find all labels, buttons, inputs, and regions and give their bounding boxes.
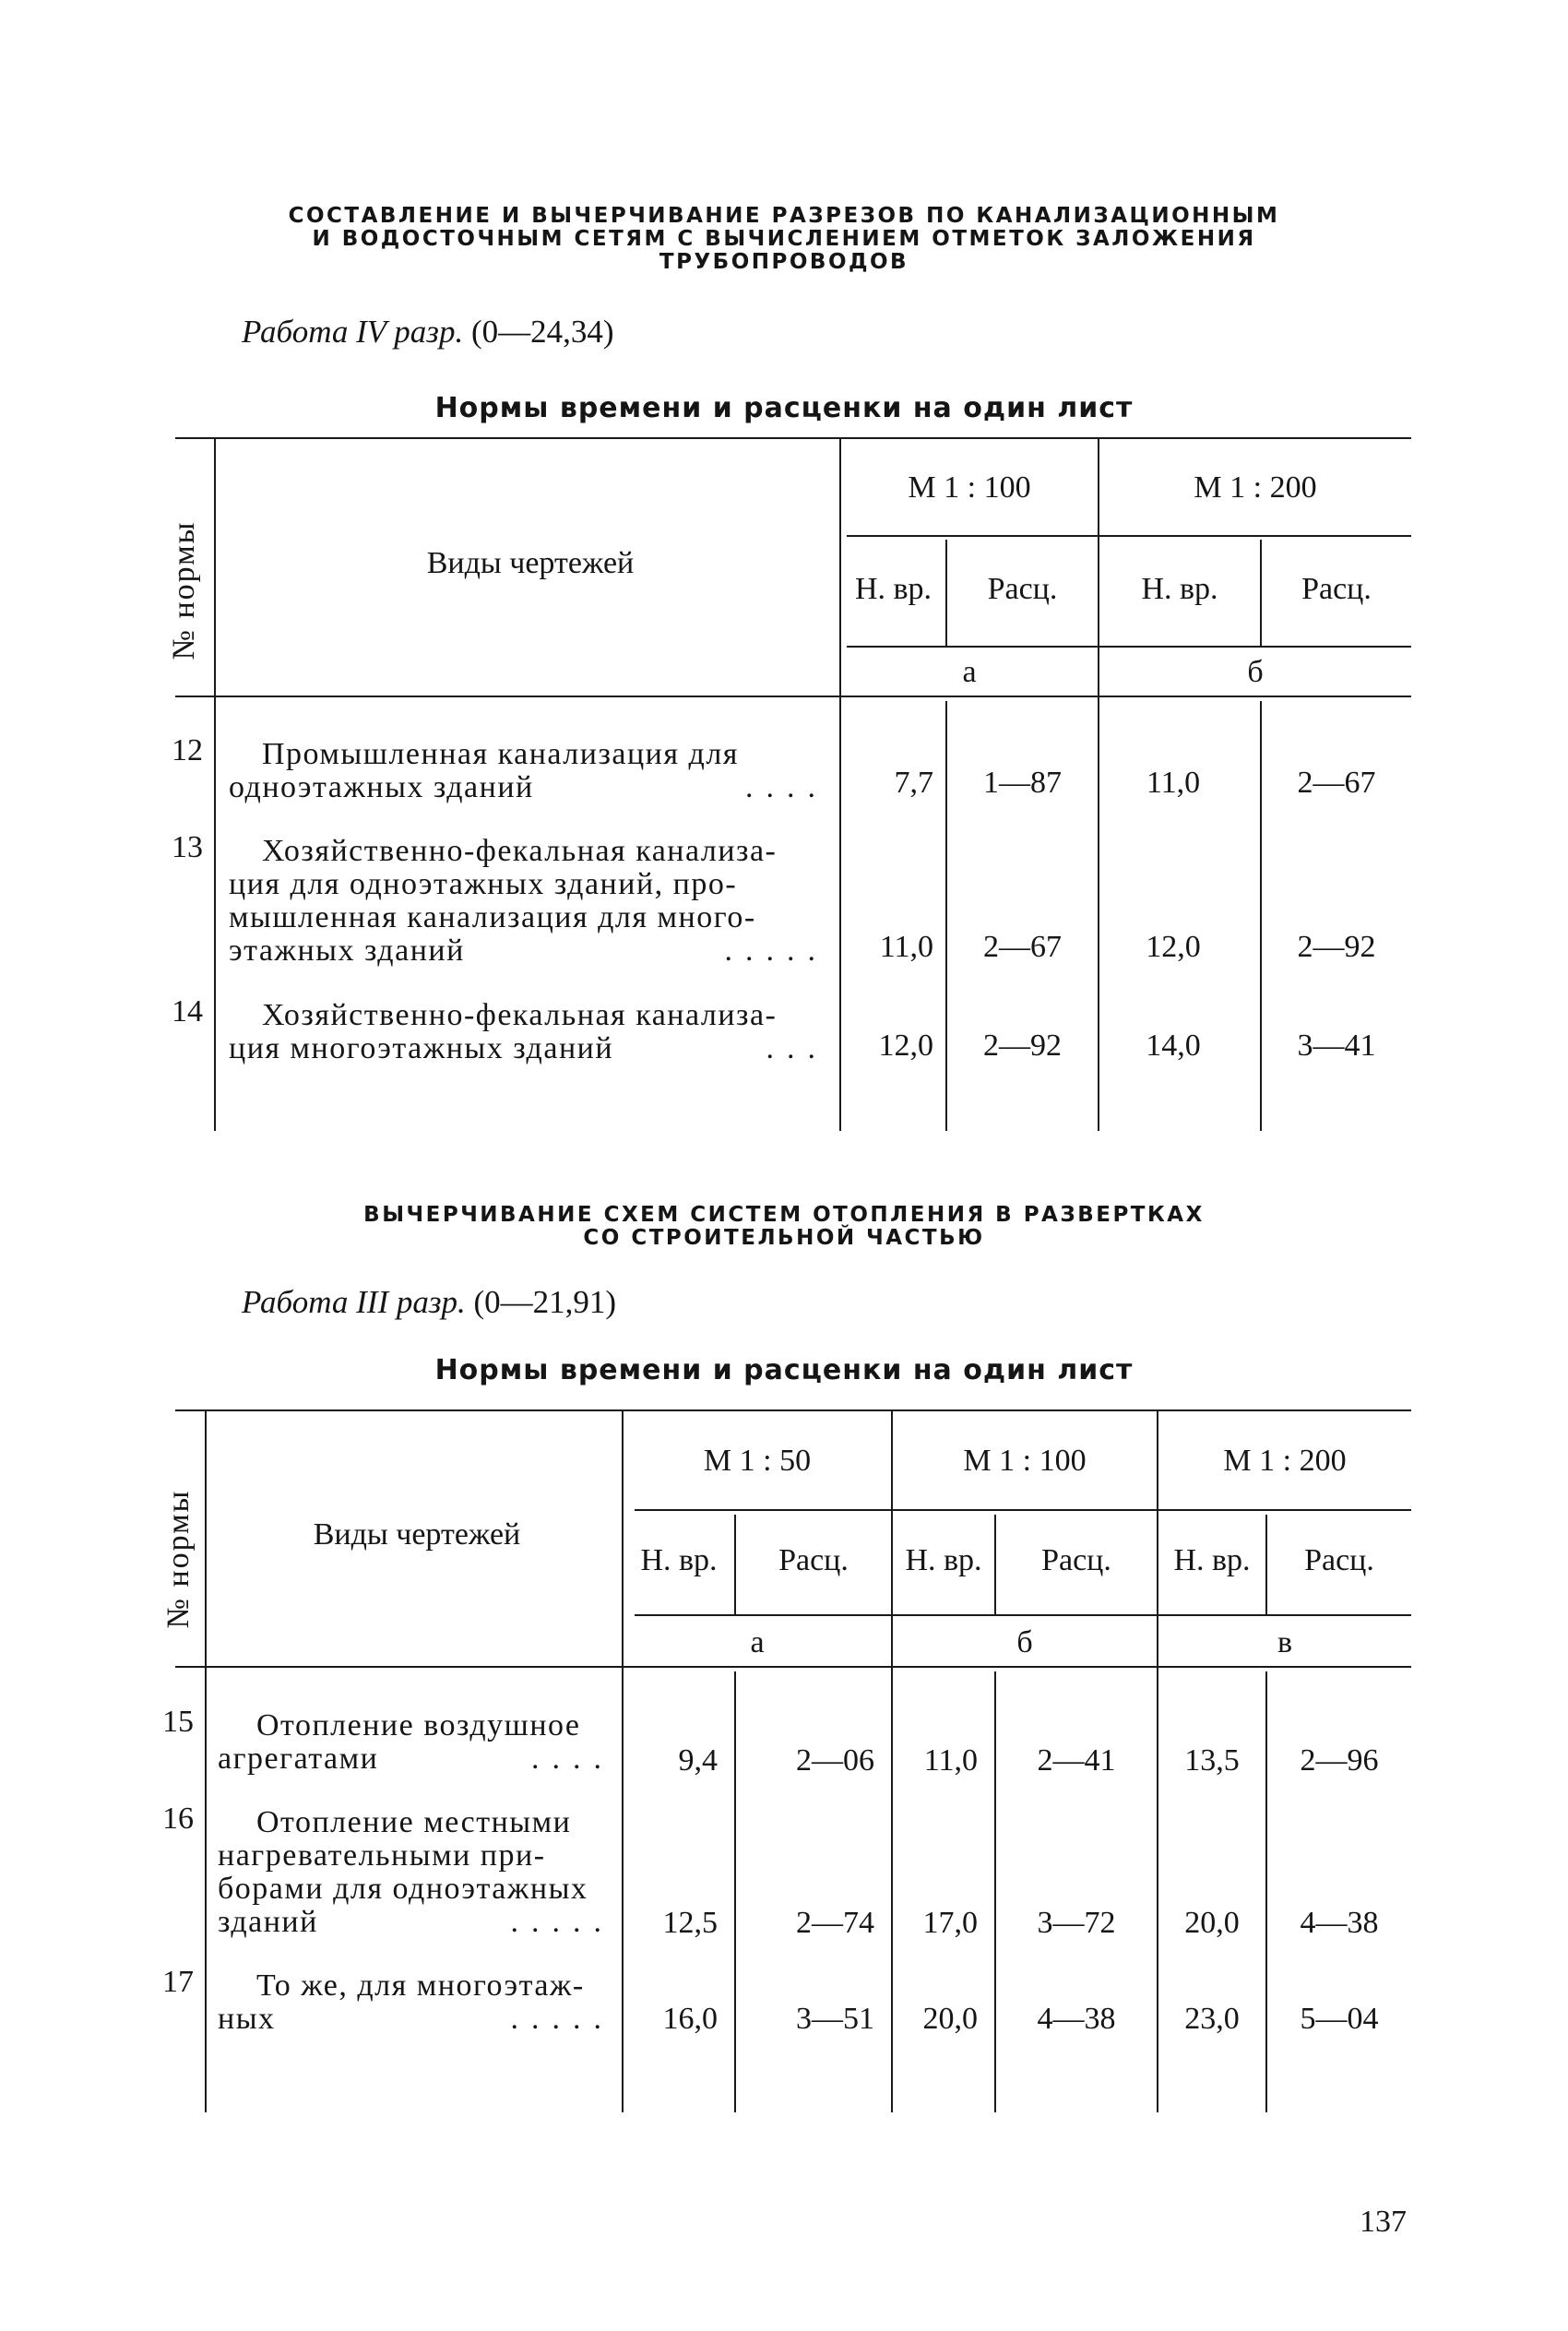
table2-row-text: агрегатами [218, 1742, 379, 1776]
table2-row-text: борами для одноэтажных [218, 1872, 588, 1906]
table2-col-letter: б [1016, 1625, 1033, 1659]
table2-scale-label: М 1 : 100 [963, 1444, 1087, 1478]
table1-row-description: Хозяйственно-фекальная канализа- ция многоэтажных зданий ... [229, 998, 828, 1065]
table1-hvr-header: Н. вр. [854, 572, 932, 606]
table2-norm-header: № нормы [161, 1489, 196, 1629]
table2-value: 3—72 [1037, 1906, 1116, 1940]
table2-value: 4—38 [1300, 1906, 1379, 1940]
section1-heading-line: И ВОДОСТОЧНЫМ СЕТЯМ С ВЫЧИСЛЕНИЕМ ОТМЕТОК ЗАЛОЖЕНИЯ [312, 227, 1256, 251]
table1-value: 1—87 [983, 766, 1062, 800]
table1-value: 3—41 [1297, 1029, 1376, 1063]
table1-row-number: 12 [172, 733, 203, 767]
table1-scale-rule [847, 535, 1411, 537]
table1-row-text: Хозяйственно-фекальная канализа- [262, 834, 778, 868]
table1-row-text: мышленная канализация для много- [229, 900, 756, 934]
table2-hvr-header: Н. вр. [905, 1543, 982, 1577]
table2-row-description: То же, для многоэтаж- ных ..... [218, 1968, 614, 2036]
table1-kind-header: Виды чертежей [426, 546, 635, 580]
table2-value: 13,5 [1184, 1743, 1240, 1778]
table2-kind-header: Виды чертежей [313, 1517, 521, 1552]
table1-hvr-header: Н. вр. [1141, 572, 1218, 606]
table2-value: 11,0 [923, 1743, 978, 1778]
table1-rasc-header: Расц. [1301, 572, 1372, 606]
table2-value: 12,5 [662, 1906, 718, 1940]
table1-row-text: ция для одноэтажных зданий, про- [229, 867, 738, 901]
table1-value: 7,7 [894, 766, 933, 800]
table1-norm-header: № нормы [167, 520, 201, 660]
table2-col-divider [994, 1671, 996, 2112]
table2-row-description: Отопление воздушное агрегатами .... [218, 1708, 614, 1776]
table2-value: 20,0 [1184, 1906, 1240, 1940]
table1-header-bottom-rule [175, 696, 1411, 697]
table2-value: 4—38 [1037, 2002, 1116, 2036]
table2-value: 3—51 [796, 2002, 874, 2036]
table2-scale-label: М 1 : 50 [703, 1444, 812, 1478]
table2-value: 2—74 [796, 1906, 874, 1940]
table2-value: 2—41 [1037, 1743, 1116, 1778]
section1-heading-line: ТРУБОПРОВОДОВ [659, 250, 909, 274]
table1-col-divider [214, 437, 216, 1131]
table2-scale-label: М 1 : 200 [1223, 1444, 1347, 1478]
table1-value: 11,0 [879, 930, 933, 964]
table1-scale-label: М 1 : 200 [1194, 470, 1317, 505]
table1-scale-label: М 1 : 100 [908, 470, 1031, 505]
table2-row-text: Отопление местными [256, 1805, 572, 1839]
section1-heading-line: СОСТАВЛЕНИЕ И ВЫЧЕРЧИВАНИЕ РАЗРЕЗОВ ПО КАНАЛИЗАЦИОННЫМ [288, 204, 1280, 228]
table1-value: 12,0 [1146, 930, 1201, 964]
table1-row-text: Хозяйственно-фекальная канализа- [262, 998, 778, 1032]
table1-value: 12,0 [878, 1029, 933, 1063]
table2-row-text: То же, для многоэтаж- [256, 1968, 585, 2003]
table2-row-text: ных [218, 2002, 276, 2036]
section2-heading-line: СО СТРОИТЕЛЬНОЙ ЧАСТЬЮ [583, 1226, 985, 1250]
table1-col-letter: а [962, 655, 977, 689]
table2-value: 16,0 [662, 2002, 718, 2036]
table2-row-number: 17 [162, 1965, 194, 1999]
table1-row-text: одноэтажных зданий [229, 770, 534, 804]
table2-rasc-header: Расц. [1041, 1543, 1111, 1577]
table1-row-description: Хозяйственно-фекальная канализа- ция для одноэтажных зданий, про- мышленная канализация для много- этажных зданий ..... [229, 834, 828, 968]
table2-header-bottom-rule [175, 1666, 1411, 1668]
table1-value: 11,0 [1146, 766, 1201, 800]
table2-hvr-header: Н. вр. [1173, 1543, 1251, 1577]
table2-value: 20,0 [922, 2002, 978, 2036]
table2-row-number: 15 [162, 1705, 194, 1739]
table1-value: 2—67 [983, 930, 1062, 964]
table2-rasc-header: Расц. [778, 1543, 849, 1577]
table2-value: 5—04 [1300, 2002, 1379, 2036]
table2-value: 2—06 [796, 1743, 874, 1778]
table2-row-number: 16 [162, 1802, 194, 1836]
table2-col-letter: а [750, 1625, 765, 1659]
table2-row-text: Отопление воздушное [256, 1708, 581, 1742]
table1-rasc-header: Расц. [987, 572, 1058, 606]
section1-table-caption: Нормы времени и расценки на один лист [434, 392, 1134, 424]
table2-scale-rule [635, 1509, 1411, 1511]
table2-value: 17,0 [922, 1906, 978, 1940]
table2-col-letter: в [1277, 1625, 1293, 1659]
table2-hvr-header: Н. вр. [640, 1543, 718, 1577]
table2-rasc-header: Расц. [1304, 1543, 1374, 1577]
table2-col-divider [1265, 1671, 1267, 2112]
table1-col-letter: б [1247, 655, 1264, 689]
table1-row-text: ция многоэтажных зданий [229, 1031, 614, 1065]
table2-letter-rule [635, 1614, 1411, 1616]
table2-row-text: нагревательными при- [218, 1838, 546, 1873]
section1-work-value: (0—24,34) [470, 314, 614, 350]
table2-col-divider [734, 1671, 736, 2112]
table2-col-divider [205, 1409, 207, 2112]
section2-table-caption: Нормы времени и расценки на один лист [434, 1354, 1134, 1386]
table1-value: 2—92 [1297, 930, 1376, 964]
table1-row-text: этажных зданий [229, 934, 465, 968]
table2-value: 2—96 [1300, 1743, 1379, 1778]
table1-value: 2—67 [1297, 766, 1376, 800]
table1-letter-rule [847, 646, 1411, 648]
page-number: 137 [1360, 2205, 1407, 2239]
section2-work-value: (0—21,91) [473, 1284, 617, 1320]
table2-value: 23,0 [1184, 2002, 1240, 2036]
table2-row-description: Отопление местными нагревательными при- борами для одноэтажных зданий ..... [218, 1805, 614, 1939]
table1-row-number: 13 [172, 830, 203, 864]
table1-row-text: Промышленная канализация для [262, 737, 739, 771]
section2-heading-line: ВЫЧЕРЧИВАНИЕ СХЕМ СИСТЕМ ОТОПЛЕНИЯ В РАЗВЕРТКАХ [363, 1203, 1205, 1227]
table1-row-description: Промышленная канализация для одноэтажных зданий .... [229, 737, 828, 804]
section1-work-grade [242, 314, 614, 351]
section1-heading [0, 205, 1568, 274]
table1-value: 14,0 [1146, 1029, 1201, 1063]
section2-work-label: Работа III разр. [242, 1284, 466, 1320]
table1-top-rule [175, 437, 1411, 439]
table1-row-number: 14 [172, 994, 203, 1029]
table2-value: 9,4 [678, 1743, 718, 1778]
table1-value: 2—92 [983, 1029, 1062, 1063]
section2-heading [0, 1204, 1568, 1250]
table2-top-rule [175, 1409, 1411, 1411]
table2-row-text: зданий [218, 1905, 318, 1939]
section1-work-label: Работа IV разр. [242, 314, 464, 350]
section2-work-grade [242, 1284, 616, 1321]
